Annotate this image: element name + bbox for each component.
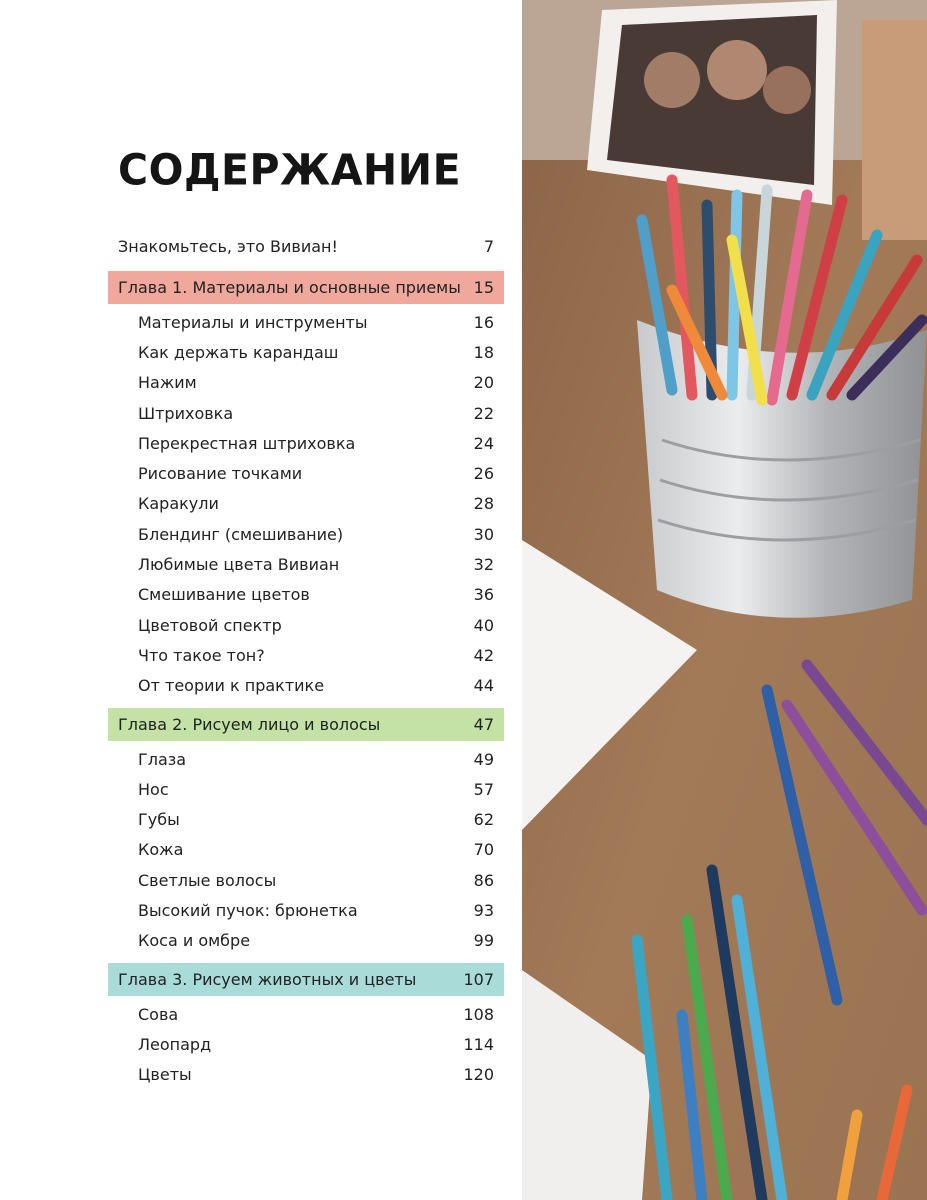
toc-entry[interactable]	[108, 865, 504, 895]
toc-entry-label: Как держать карандаш	[138, 342, 339, 362]
toc-page-number: 22	[473, 403, 494, 423]
chapter-2-heading[interactable]	[108, 708, 504, 741]
toc-page-number: 114	[463, 1034, 494, 1054]
toc-page-number: 62	[473, 810, 494, 830]
toc-page-number: 93	[473, 900, 494, 920]
toc-page-number: 28	[473, 494, 494, 514]
toc-page-number: 16	[473, 312, 494, 332]
toc-entry-label: Нос	[138, 779, 169, 799]
pencils-photo	[522, 0, 927, 1200]
chapter-page-number: 47	[473, 714, 494, 734]
toc-entry-label: Знакомьтесь, это Вивиан!	[118, 236, 338, 256]
toc-entry-label: Каракули	[138, 494, 219, 514]
toc-entry[interactable]	[108, 640, 504, 670]
photo-frame	[587, 0, 837, 205]
toc-entry[interactable]	[108, 337, 504, 367]
toc-entry-label: Коса и омбре	[138, 931, 251, 951]
toc-page-number: 24	[473, 433, 494, 453]
toc-entry[interactable]	[108, 458, 504, 488]
toc-entry[interactable]	[108, 835, 504, 865]
toc-entry[interactable]	[108, 610, 504, 640]
toc-page-number: 26	[473, 464, 494, 484]
chapter-3-heading[interactable]	[108, 963, 504, 996]
chapter-label: Глава 2. Рисуем лицо и волосы	[118, 714, 381, 734]
toc-page-number: 36	[473, 585, 494, 605]
toc-entry-label: Штриховка	[138, 403, 234, 423]
toc-entry[interactable]	[108, 804, 504, 834]
toc-entry[interactable]	[108, 671, 504, 701]
toc-intro-row[interactable]	[108, 231, 504, 261]
toc-page-number: 120	[463, 1065, 494, 1085]
toc-page-number: 7	[483, 236, 494, 256]
toc-page-number: 32	[473, 555, 494, 575]
toc-entry-label: Сова	[138, 1004, 179, 1024]
table-of-contents	[108, 231, 504, 1090]
toc-entry-label: Кожа	[138, 840, 184, 860]
toc-entry-label: Материалы и инструменты	[138, 312, 368, 332]
toc-entry-label: Перекрестная штриховка	[138, 433, 356, 453]
chapter-1-heading[interactable]	[108, 271, 504, 304]
toc-entry-label: Леопард	[138, 1034, 212, 1054]
toc-entry[interactable]	[108, 398, 504, 428]
toc-entry[interactable]	[108, 368, 504, 398]
toc-page-number: 42	[473, 645, 494, 665]
toc-entry[interactable]	[108, 999, 504, 1029]
toc-entry[interactable]	[108, 580, 504, 610]
toc-page-number: 18	[473, 342, 494, 362]
toc-entry-label: Смешивание цветов	[138, 585, 310, 605]
toc-entry-label: Любимые цвета Вивиан	[138, 555, 340, 575]
toc-page-number: 70	[473, 840, 494, 860]
toc-entry[interactable]	[108, 1029, 504, 1059]
toc-page-number: 49	[473, 749, 494, 769]
chapter-label: Глава 1. Материалы и основные приемы	[118, 278, 461, 297]
toc-entry-label: Глаза	[138, 749, 187, 769]
toc-page-number: 99	[473, 931, 494, 951]
toc-entry-label: Блендинг (смешивание)	[138, 524, 344, 544]
toc-page-number: 57	[473, 779, 494, 799]
toc-entry-label: Светлые волосы	[138, 870, 277, 890]
toc-entry-label: Цветы	[138, 1065, 192, 1085]
toc-entry[interactable]	[108, 1060, 504, 1090]
toc-entry-label: Высокий пучок: брюнетка	[138, 900, 358, 920]
toc-entry-label: Цветовой спектр	[138, 615, 282, 635]
wooden-frame	[862, 20, 927, 240]
toc-entry[interactable]	[108, 519, 504, 549]
toc-entry[interactable]	[108, 774, 504, 804]
toc-page-number: 30	[473, 524, 494, 544]
toc-page-number: 20	[473, 373, 494, 393]
toc-entry[interactable]	[108, 744, 504, 774]
toc-entry[interactable]	[108, 307, 504, 337]
toc-entry-label: Губы	[138, 810, 180, 830]
chapter-page-number: 15	[473, 278, 494, 297]
chapter-label: Глава 3. Рисуем животных и цветы	[118, 969, 417, 989]
toc-page-number: 40	[473, 615, 494, 635]
toc-entry-label: Нажим	[138, 373, 197, 393]
page-title: СОДЕРЖАНИЕ	[118, 144, 462, 196]
toc-page-number: 86	[473, 870, 494, 890]
toc-entry[interactable]	[108, 926, 504, 956]
chapter-page-number: 107	[463, 969, 494, 989]
toc-page-number: 44	[473, 676, 494, 696]
toc-entry[interactable]	[108, 428, 504, 458]
toc-entry-label: Рисование точками	[138, 464, 303, 484]
toc-entry-label: Что такое тон?	[138, 645, 265, 665]
toc-entry[interactable]	[108, 549, 504, 579]
toc-entry[interactable]	[108, 895, 504, 925]
toc-entry-label: От теории к практике	[138, 676, 325, 696]
toc-entry[interactable]	[108, 489, 504, 519]
toc-page-number: 108	[463, 1004, 494, 1024]
